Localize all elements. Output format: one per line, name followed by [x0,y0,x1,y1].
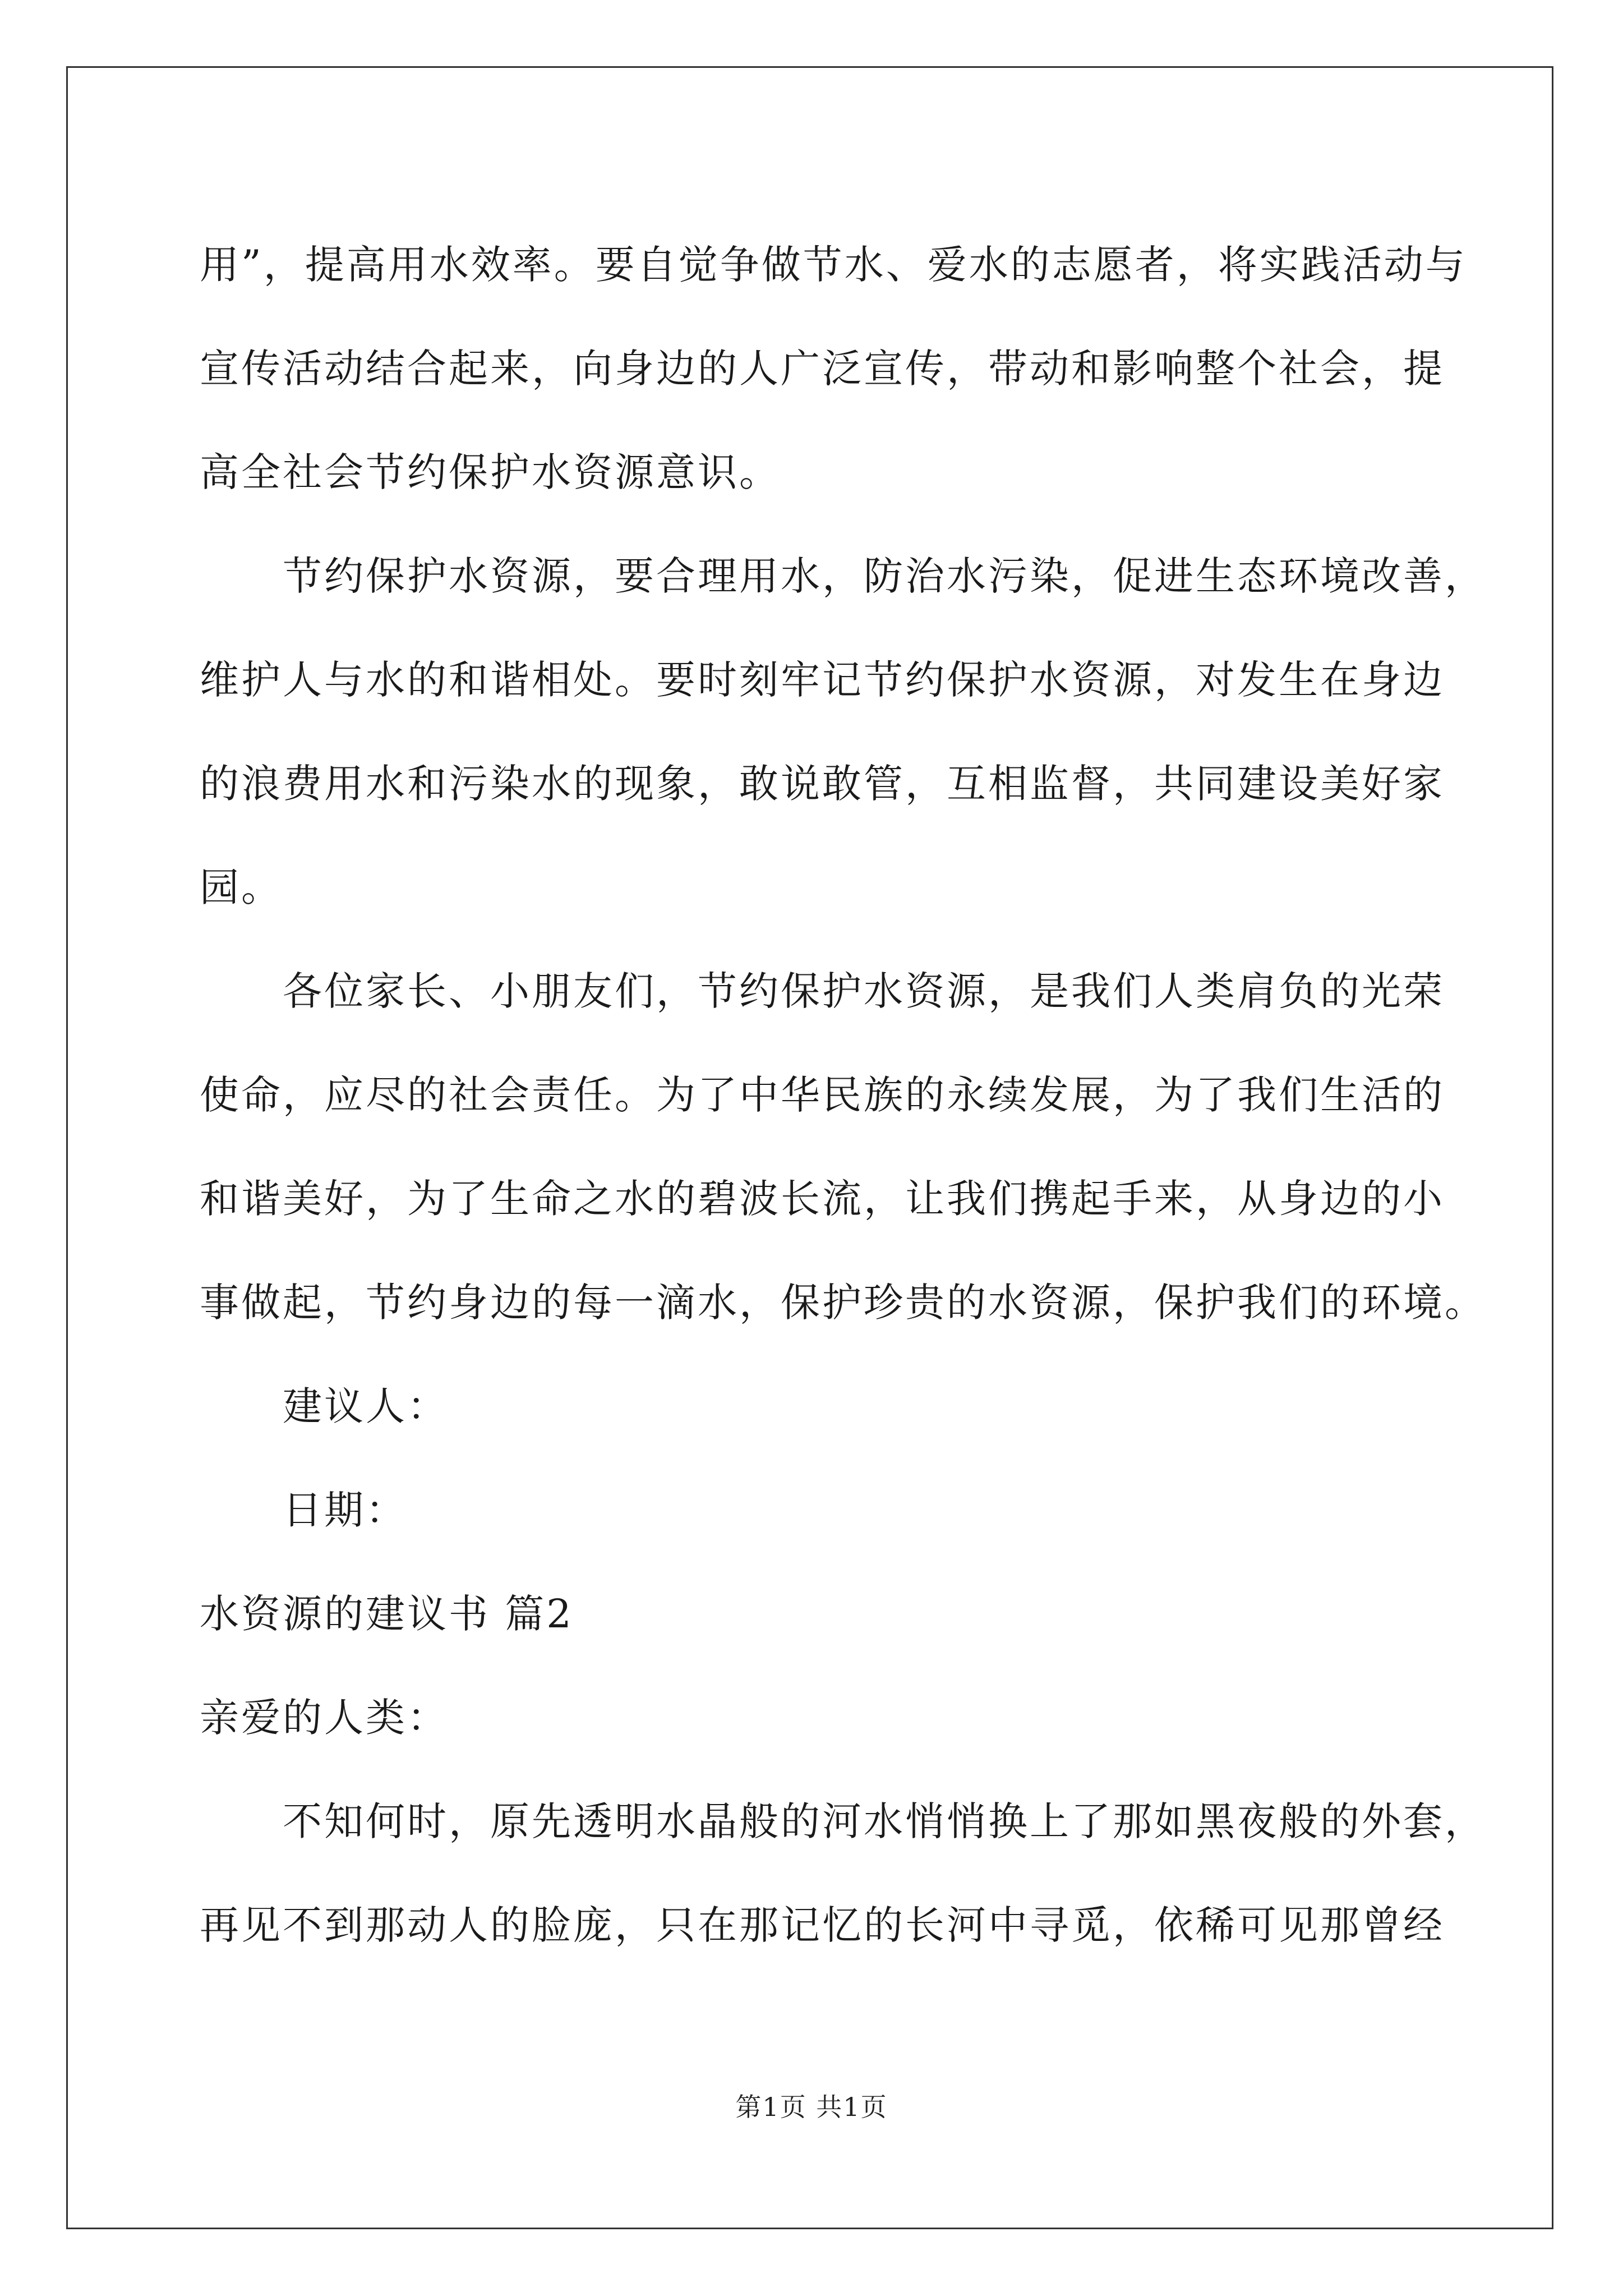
signature-label: 建议人： [283,1383,449,1429]
paragraph-line: 和谐美好，为了生命之水的碧波长流，让我们携起手来，从身边的小 [200,1176,1445,1222]
salutation: 亲爱的人类： [200,1695,449,1741]
paragraph-line: 的浪费用水和污染水的现象，敢说敢管，互相监督，共同建设美好家 [200,761,1445,807]
date-label: 日期： [283,1487,407,1533]
section-heading: 水资源的建议书 篇2 [200,1591,574,1637]
paragraph-line: 园。 [200,864,283,910]
paragraph-line: 宣传活动结合起来，向身边的人广泛宣传，带动和影响整个社会，提 [200,346,1445,392]
paragraph-line: 再见不到那动人的脸庞，只在那记忆的长河中寻觅，依稀可见那曾经 [200,1902,1445,1948]
paragraph-line: 事做起，节约身边的每一滴水，保护珍贵的水资源，保护我们的环境。 [200,1280,1486,1326]
paragraph-line: 用”，提高用水效率。要自觉争做节水、爱水的志愿者，将实践活动与 [200,242,1467,288]
paragraph-line: 使命，应尽的社会责任。为了中华民族的永续发展，为了我们生活的 [200,1072,1445,1118]
paragraph-line: 各位家长、小朋友们，节约保护水资源，是我们人类肩负的光荣 [283,968,1445,1014]
paragraph-line: 不知何时，原先透明水晶般的河水悄悄换上了那如黑夜般的外套， [283,1798,1486,1844]
paragraph-line: 维护人与水的和谐相处。要时刻牢记节约保护水资源，对发生在身边 [200,657,1445,703]
paragraph-line: 高全社会节约保护水资源意识。 [200,449,781,495]
paragraph-line: 节约保护水资源，要合理用水，防治水污染，促进生态环境改善， [283,553,1486,599]
document-body [200,213,1486,1977]
page-number-footer: 第1页 共1页 [735,2092,888,2122]
